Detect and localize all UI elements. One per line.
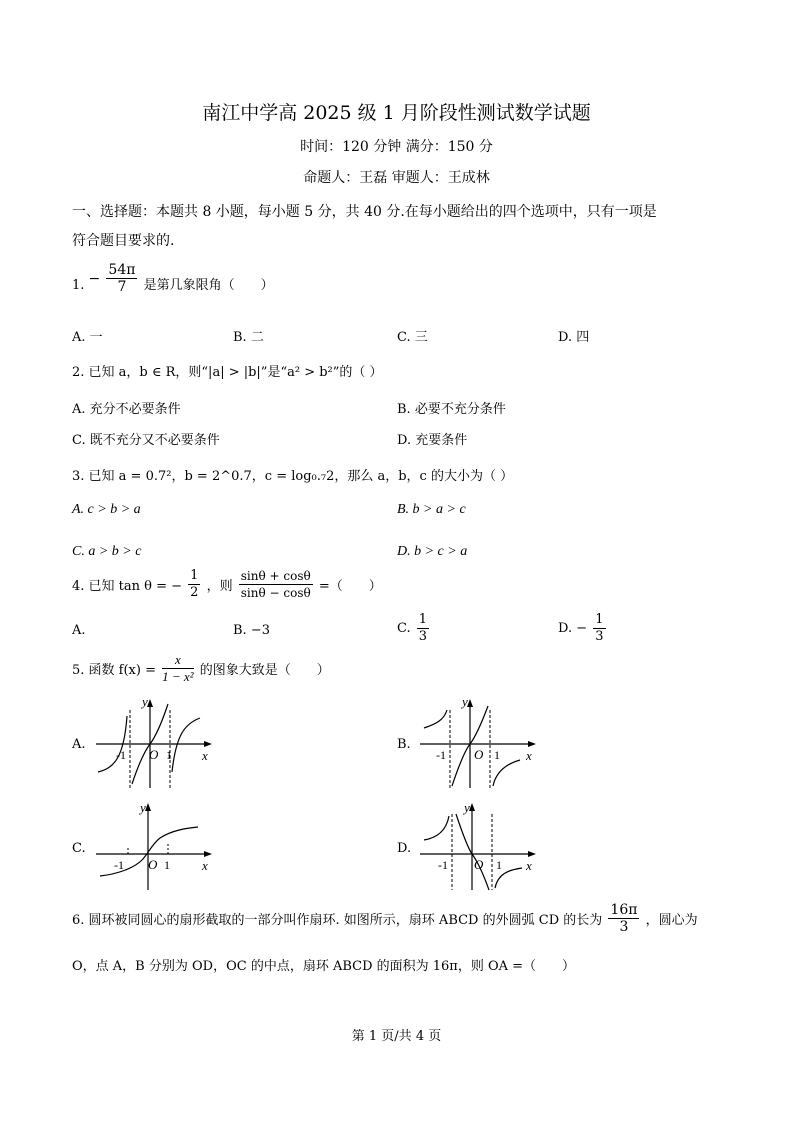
q3-option-d[interactable]: D. b > c > a	[397, 544, 468, 559]
q1-option-b[interactable]: B. 二	[233, 330, 264, 345]
q6-fraction	[608, 902, 639, 935]
q2-option-a[interactable]: A. 充分不必要条件	[72, 402, 181, 417]
q6-fraction-denominator: 3	[619, 919, 629, 935]
graph-b-y-label: y	[462, 696, 468, 709]
q5-option-b-label[interactable]: B.	[397, 737, 411, 752]
graph-b-curve-left	[424, 710, 447, 728]
q1-fraction	[106, 262, 137, 295]
question-3: 3. 已知 a = 0.7²，b = 2^0.7，c = log₀.₇2，那么 a，b，c 的大小为（ ）	[72, 469, 514, 484]
q1-fraction-numerator: 54π	[108, 262, 136, 278]
section-heading: 一、选择题：本题共 8 小题，每小题 5 分，共 40 分.在每小题给出的四个选项中，只有一项是	[72, 204, 657, 220]
q5-fraction	[162, 652, 193, 685]
q2-option-d[interactable]: D. 充要条件	[397, 433, 468, 448]
graph-d-tick-neg: -1	[438, 858, 448, 872]
q3-option-c[interactable]: C. a > b > c	[72, 544, 142, 559]
q1-text: 是第几象限角（ ）	[143, 278, 274, 293]
graph-c-tick-pos: 1	[164, 858, 170, 872]
graph-d-tick-pos: 1	[496, 858, 502, 872]
graph-c[interactable]	[92, 800, 216, 892]
q4-option-b[interactable]: B. −3	[233, 623, 270, 638]
graph-d-x-label: x	[526, 858, 532, 873]
q3-option-b[interactable]: B. b > a > c	[397, 502, 466, 517]
q4-option-c-label: C.	[397, 621, 411, 636]
graph-b[interactable]	[416, 696, 540, 792]
graph-b-curve-right	[493, 760, 520, 786]
q5-fraction-denominator: 1 − x²	[162, 669, 194, 684]
page-title: 南江中学高 2025 级 1 月阶段性测试数学试题	[202, 102, 591, 124]
graph-c-origin: O	[148, 857, 158, 872]
q4-suffix: =（ ）	[318, 579, 382, 594]
q4-expr-numerator: sinθ + cosθ	[240, 569, 311, 583]
q4-expr-denominator: sinθ − cosθ	[240, 586, 311, 600]
q4-option-c-den: 3	[418, 629, 428, 644]
graph-a-origin: O	[149, 747, 159, 762]
q6-line1-text: 6. 圆环被同圆心的扇形截取的一部分叫作扇环. 如图所示，扇环 ABCD 的外圆弧 CD 的长为	[72, 913, 603, 928]
q4-half-fraction	[188, 568, 200, 601]
graph-b-tick-pos: 1	[494, 748, 500, 762]
question-5	[72, 652, 330, 685]
q4-prefix: 4. 已知 tan θ = −	[72, 579, 183, 594]
q5-option-d-label[interactable]: D.	[397, 841, 412, 856]
graph-a-x-arrow	[204, 741, 212, 747]
q5-option-c-label[interactable]: C.	[72, 841, 86, 856]
graph-a[interactable]	[92, 696, 216, 792]
q4-option-a[interactable]: A.	[72, 623, 86, 638]
q1-option-a[interactable]: A. 一	[72, 330, 103, 345]
q4-expression	[239, 568, 313, 601]
q1-option-d[interactable]: D. 四	[558, 330, 590, 345]
q4-option-d-num: 1	[595, 612, 604, 627]
exam-author-line: 命题人：王磊 审题人：王成林	[303, 170, 490, 186]
q5-suffix: 的图象大致是（ ）	[199, 663, 330, 678]
q6-fraction-numerator: 16π	[610, 902, 638, 918]
question-6-line1	[72, 902, 698, 935]
question-1	[72, 262, 274, 295]
q5-option-a-label[interactable]: A.	[72, 737, 86, 752]
q2-option-b[interactable]: B. 必要不充分条件	[397, 402, 506, 417]
q4-option-d-label: D. −	[558, 621, 588, 636]
graph-c-x-arrow	[204, 851, 212, 857]
q5-fraction-numerator: x	[162, 652, 193, 669]
graph-b-origin: O	[474, 747, 484, 762]
exam-time-line: 时间：120 分钟 满分：150 分	[300, 139, 493, 155]
graph-a-curve-right	[172, 718, 200, 772]
graph-c-y-arrow	[145, 803, 151, 811]
graph-b-x-arrow	[528, 741, 536, 747]
q1-number: 1.	[72, 278, 85, 293]
q1-option-c[interactable]: C. 三	[397, 330, 428, 345]
graph-d-curve-left	[424, 816, 449, 840]
graph-c-tick-neg: -1	[114, 858, 124, 872]
question-2: 2. 已知 a，b ∈ R，则“|a| > |b|”是“a² > b²”的（ ）	[72, 365, 383, 380]
graph-a-tick-pos: 1	[166, 748, 172, 762]
q4-mid: ，则	[206, 579, 233, 594]
question-4	[72, 568, 382, 601]
graph-a-y-label: y	[142, 696, 148, 709]
q4-half-numerator: 1	[190, 568, 199, 583]
q1-minus: −	[88, 270, 101, 287]
q3-option-a[interactable]: A. c > b > a	[72, 502, 141, 517]
graph-d[interactable]	[416, 800, 540, 892]
graph-d-x-arrow	[528, 851, 536, 857]
section-heading-cont: 符合题目要求的.	[72, 233, 175, 249]
q4-option-c[interactable]	[397, 612, 431, 645]
q6-line1-end: ，圆心为	[645, 913, 698, 928]
graph-c-x-label: x	[202, 858, 208, 873]
graph-a-x-label: x	[202, 748, 208, 763]
graph-a-y-arrow	[147, 699, 153, 707]
q4-option-d-fraction	[593, 612, 605, 645]
graph-a-tick-neg: -1	[116, 748, 126, 762]
graph-b-y-arrow	[467, 699, 473, 707]
graph-c-y-label: y	[140, 800, 146, 815]
q1-fraction-denominator: 7	[117, 279, 127, 295]
q4-option-d[interactable]	[558, 612, 608, 645]
q4-option-d-den: 3	[595, 629, 604, 644]
graph-d-y-arrow	[469, 803, 475, 811]
graph-b-tick-neg: -1	[436, 748, 446, 762]
q4-option-c-num: 1	[418, 612, 428, 627]
page-footer: 第 1 页/共 4 页	[351, 1029, 442, 1044]
q5-prefix: 5. 函数 f(x) =	[72, 663, 156, 678]
graph-b-x-label: x	[526, 748, 532, 763]
q2-option-c[interactable]: C. 既不充分又不必要条件	[72, 433, 220, 448]
graph-d-y-label: y	[464, 800, 470, 815]
q4-option-c-fraction	[417, 612, 429, 645]
q4-half-denominator: 2	[190, 585, 199, 600]
question-6-line2: O，点 A，B 分别为 OD，OC 的中点，扇环 ABCD 的面积为 16π，则 OA =（ ）	[72, 959, 576, 974]
graph-d-origin: O	[474, 857, 484, 872]
